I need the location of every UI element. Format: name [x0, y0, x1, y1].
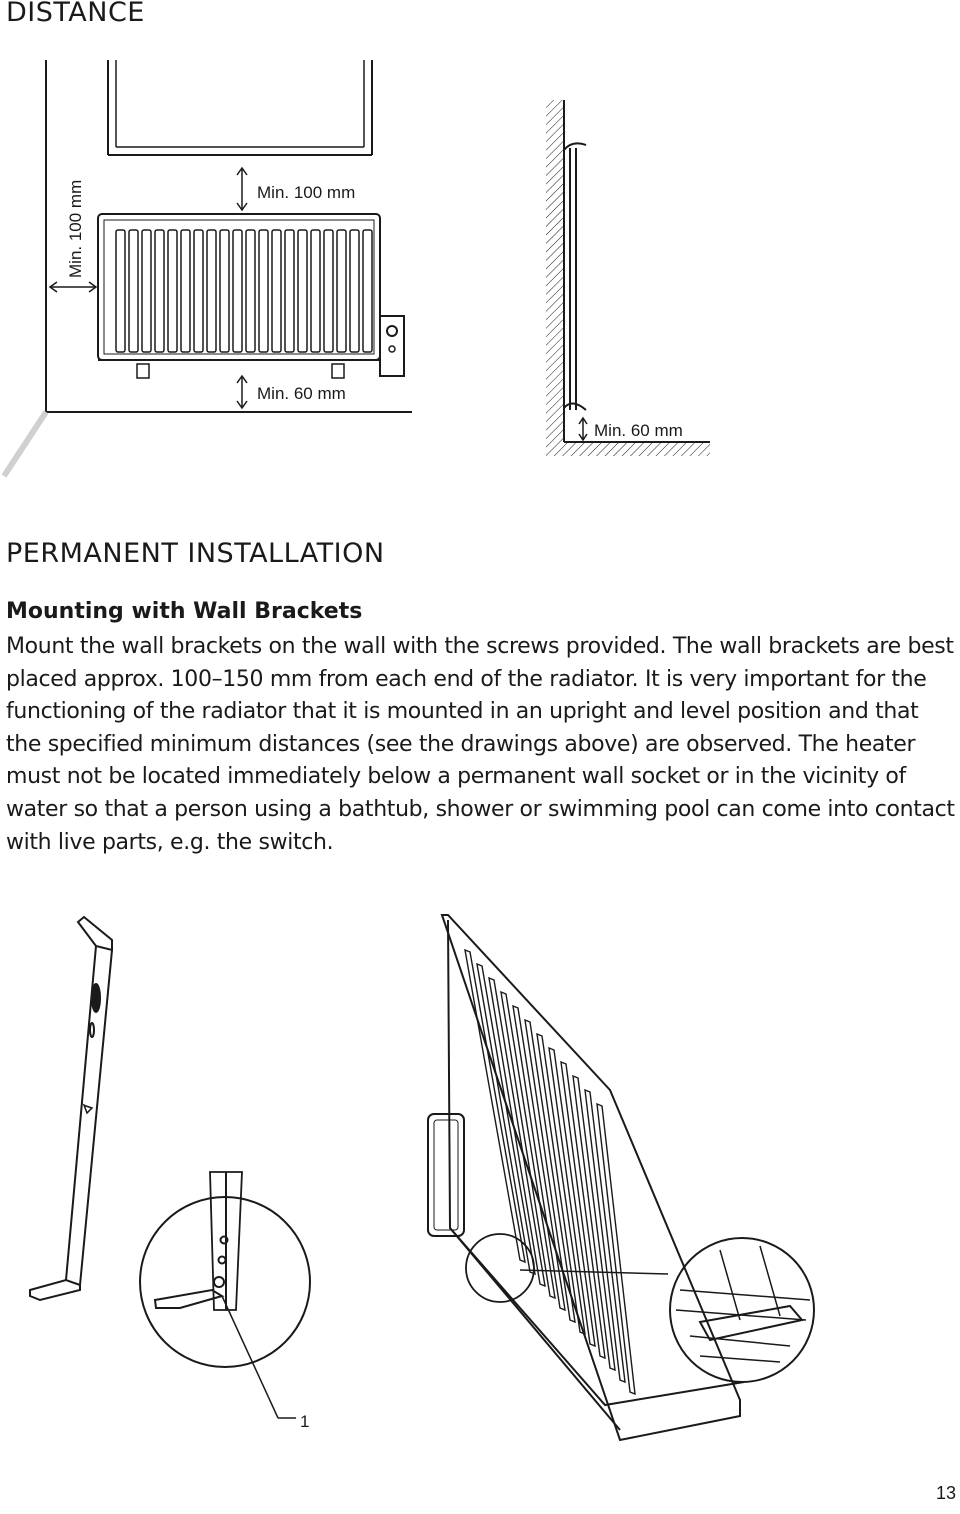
min-100-side-label: Min. 100 mm [66, 179, 85, 278]
min-60-side-view-label: Min. 60 mm [594, 421, 683, 440]
radiator-side-profile [564, 143, 586, 410]
radiator-fin [298, 230, 307, 352]
bracket-detail-circle [140, 1172, 310, 1418]
radiator-fin [181, 230, 190, 352]
radiator-fin [259, 230, 268, 352]
window-frame [108, 60, 372, 155]
radiator-fin [129, 230, 138, 352]
radiator-fin [194, 230, 203, 352]
page-number: 13 [935, 1483, 956, 1503]
side-dimension-arrow [579, 418, 587, 440]
radiator-fin [311, 230, 320, 352]
radiator-fin [142, 230, 151, 352]
radiator-fin [272, 230, 281, 352]
radiator-fin [207, 230, 216, 352]
wall-bracket-drawing [30, 917, 112, 1300]
min-60-bottom-label: Min. 60 mm [257, 384, 346, 403]
radiator-fin [220, 230, 229, 352]
callout-number-1: 1 [300, 1412, 310, 1431]
radiator-fin [155, 230, 164, 352]
radiator-fin [168, 230, 177, 352]
radiator-fin [246, 230, 255, 352]
radiator-perspective-fin [465, 950, 525, 1262]
instructions-paragraph: Mount the wall brackets on the wall with the screws provided. The wall brackets are best placed approx. 100–150 mm from each end of the radiator. It is very important for the functioning of the radiator that it is mounted in an upright and level position and that the specified minimum distances (see the drawings above) are observed. The heater must not be located immediately below a permanent wall socket or in the vicinity of water so that a person using a bathtub, shower or swimming pool can come into contact with live parts, e.g. the switch. [6, 634, 955, 855]
front-view-diagram [0, 55, 420, 485]
section-heading-permanent-installation: PERMANENT INSTALLATION [6, 538, 385, 569]
radiator-fin [324, 230, 333, 352]
subheading-mounting: Mounting with Wall Brackets [6, 599, 363, 624]
bracket-engaged-detail-circle [670, 1238, 814, 1382]
radiator-fin [116, 230, 125, 352]
radiator-perspective-drawing [428, 915, 744, 1440]
radiator-fin [285, 230, 294, 352]
section-heading-distance: DISTANCE [6, 0, 145, 28]
radiator-fin [363, 230, 372, 352]
bracket-mounting-illustration [0, 905, 960, 1465]
radiator-fin [350, 230, 359, 352]
radiator-fin [337, 230, 346, 352]
side-view-diagram [540, 95, 720, 465]
min-100-top-label: Min. 100 mm [257, 183, 356, 202]
radiator-front [98, 214, 404, 378]
radiator-fin [233, 230, 242, 352]
